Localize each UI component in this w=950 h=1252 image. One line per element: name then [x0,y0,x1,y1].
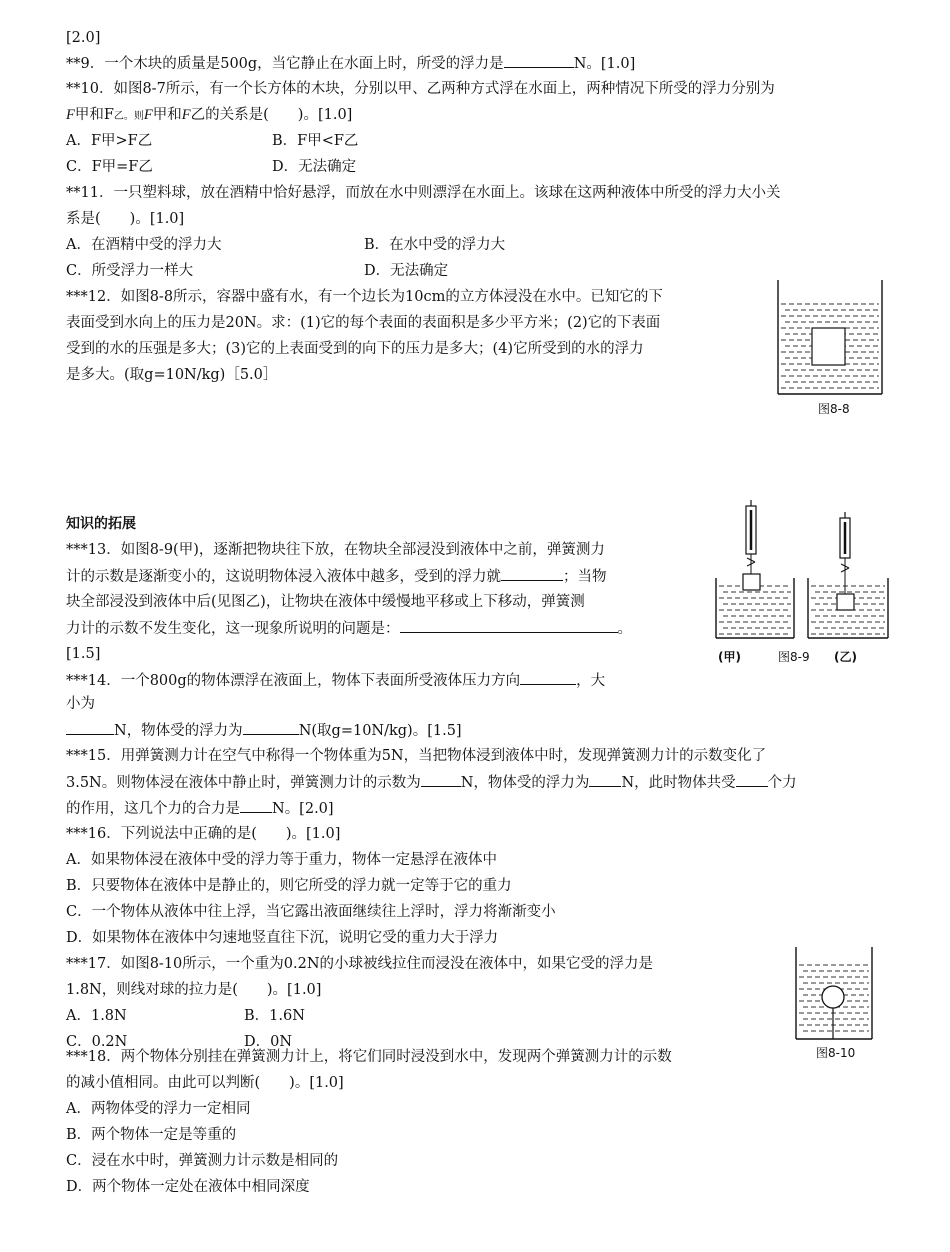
question-13-line3: 块全部浸没到液体中后(见图乙)，让物块在液体中缓慢地平移或上下移动，弹簧测 [66,594,585,610]
q15-answer-blank-2[interactable] [589,772,621,787]
q9-text: **9．一个木块的质量是500g，当它静止在水面上时，所受的浮力是 [66,56,504,72]
q14-tail: ，大 [576,673,606,689]
question-9 [66,53,635,74]
q10-seg-sub: 乙。则 [113,111,144,122]
q10-option-b[interactable]: B．F甲<F乙 [272,133,359,149]
q18-option-c[interactable]: C．浸在水中时，弹簧测力计示数是相同的 [66,1153,339,1169]
q16-option-d[interactable]: D．如果物体在液体中匀速地竖直往下沉，说明它受的重力大于浮力 [66,930,499,946]
q14-answer-blank-1[interactable] [520,670,576,685]
f-symbol: F [181,107,191,123]
question-17-line2: 1.8N，则线对球的拉力是( )。[1.0] [66,982,322,998]
question-13-line1: ***13．如图8-9(甲)，逐渐把物块往下放，在物块全部浸没到液体中之前，弹簧测力 [66,542,605,558]
question-10-line2 [66,105,352,127]
figure-8-9 [712,498,894,648]
q15-text: 个力 [767,775,797,791]
q17-option-a[interactable]: A．1.8N [66,1008,127,1024]
question-13-score: [1.5] [66,646,101,662]
q10-seg: 甲和F [74,107,114,123]
figure-8-9-label-b: (乙) [834,650,857,664]
cube [812,328,845,365]
q17-option-b[interactable]: B．1.6N [244,1008,305,1024]
q11-option-a[interactable]: A．在酒精中受的浮力大 [66,237,222,253]
q16-option-a[interactable]: A．如果物体浸在液体中受的浮力等于重力，物体一定悬浮在液体中 [66,852,497,868]
question-15-line1: ***15．用弹簧测力计在空气中称得一个物体重为5N，当把物体浸到液体中时，发现弹簧测力计的示数变化了 [66,748,767,764]
question-12-line2: 表面受到水向上的压力是20N。求：(1)它的每个表面的表面积是多少平方米；(2)它的下表面 [66,315,661,331]
q17-option-c[interactable]: C．0.2N [66,1034,128,1050]
q10-option-d[interactable]: D．无法确定 [272,159,357,175]
ball [822,986,844,1008]
section-title: 知识的拓展 [66,516,136,532]
question-14-line2: 小为 [66,696,95,712]
question-15-line2 [66,772,797,793]
q13-tail: 。 [617,621,632,637]
question-16: ***16．下列说法中正确的是( )。[1.0] [66,826,341,842]
q10-option-c[interactable]: C．F甲=F乙 [66,159,153,175]
q15-text: N，物体受的浮力为 [460,775,590,791]
q13-tail: ；当物 [563,569,607,585]
figure-8-9-caption: 图8-9 [778,650,810,664]
question-15-line3 [66,798,334,819]
figure-8-8 [774,278,886,396]
q14-answer-blank-3[interactable] [243,720,299,735]
q9-answer-blank[interactable] [504,53,574,68]
question-17-line1: ***17．如图8-10所示，一个重为0.2N的小球被线拉住而浸没在液体中，如果它受的浮力是 [66,956,654,972]
question-12-line1: ***12．如图8-8所示，容器中盛有水，有一个边长为10cm的立方体浸没在水中。已知它的下 [66,289,663,305]
q18-option-d[interactable]: D．两个物体一定处在液体中相同深度 [66,1179,310,1195]
q15-answer-blank-4[interactable] [240,798,272,813]
q10-seg: 甲和 [152,107,182,123]
q17-option-d[interactable]: D．0N [244,1034,293,1050]
q10-option-a[interactable]: A．F甲>F乙 [66,133,153,149]
q15-answer-blank-3[interactable] [736,772,768,787]
block-a [743,574,760,590]
question-14-line3 [66,720,462,741]
q18-option-b[interactable]: B．两个物体一定是等重的 [66,1127,237,1143]
question-13-line2 [66,566,607,587]
score-line: [2.0] [66,30,101,46]
question-12-line3: 受到的水的压强是多大；(3)它的上表面受到的向下的压力是多大；(4)它所受到的水的浮力 [66,341,644,357]
question-10-line1: **10．如图8-7所示，有一个长方体的木块，分别以甲、乙两种方式浮在水面上，两种情况下所受的浮力分别为 [66,81,775,97]
q15-text: 3.5N。则物体浸在液体中静止时，弹簧测力计的示数为 [66,775,421,791]
figure-8-9-label-a: (甲) [718,650,741,664]
question-11-line2: 系是( )。[1.0] [66,211,185,227]
block-b [837,594,854,610]
q18-option-a[interactable]: A．两物体受的浮力一定相同 [66,1101,251,1117]
question-18-line1: ***18．两个物体分别挂在弹簧测力计上，将它们同时浸没到水中，发现两个弹簧测力计的示数 [66,1049,672,1065]
q14-answer-blank-2[interactable] [66,720,114,735]
q11-option-c[interactable]: C．所受浮力一样大 [66,263,194,279]
question-12-line4: 是多大。(取g=10N/kg)［5.0］ [66,367,278,383]
q10-seg: 乙的关系是( )。[1.0] [190,107,353,123]
question-14-line1 [66,670,605,691]
q14-text: N，物体受的浮力为 [114,723,243,739]
figure-8-8-caption: 图8-8 [818,402,850,416]
figure-8-10-caption: 图8-10 [816,1046,856,1060]
q14-text: ***14．一个800g的物体漂浮在液面上，物体下表面所受液体压力方向 [66,673,521,689]
q13-text: 力计的示数不发生变化，这一现象所说明的问题是： [66,621,400,637]
f-symbol: F [143,107,153,123]
q11-option-d[interactable]: D．无法确定 [364,263,449,279]
q15-text: 的作用，这几个力的合力是 [66,801,240,817]
q11-option-b[interactable]: B．在水中受的浮力大 [364,237,506,253]
q9-tail: N。[1.0] [573,56,636,72]
figure-8-10 [792,945,876,1041]
q15-text: N，此时物体共受 [621,775,736,791]
q16-option-c[interactable]: C．一个物体从液体中往上浮，当它露出液面继续往上浮时，浮力将渐渐变小 [66,904,556,920]
q13-text: 计的示数是逐渐变小的，这说明物体浸入液体中越多，受到的浮力就 [66,569,501,585]
question-18-line2: 的减小值相同。由此可以判断( )。[1.0] [66,1075,344,1091]
q15-answer-blank-1[interactable] [421,772,461,787]
q14-tail: N(取g=10N/kg)。[1.5] [298,723,462,739]
f-symbol: F [66,107,75,123]
q16-option-b[interactable]: B．只要物体在液体中是静止的，则它所受的浮力就一定等于它的重力 [66,878,512,894]
q13-answer-blank-2[interactable] [400,618,618,633]
question-11-line1: **11．一只塑料球，放在酒精中恰好悬浮，而放在水中则漂浮在水面上。该球在这两种液体中所受的浮力大小关 [66,185,781,201]
q13-answer-blank-1[interactable] [501,566,563,581]
q15-tail: N。[2.0] [272,801,334,817]
question-13-line4 [66,618,632,639]
